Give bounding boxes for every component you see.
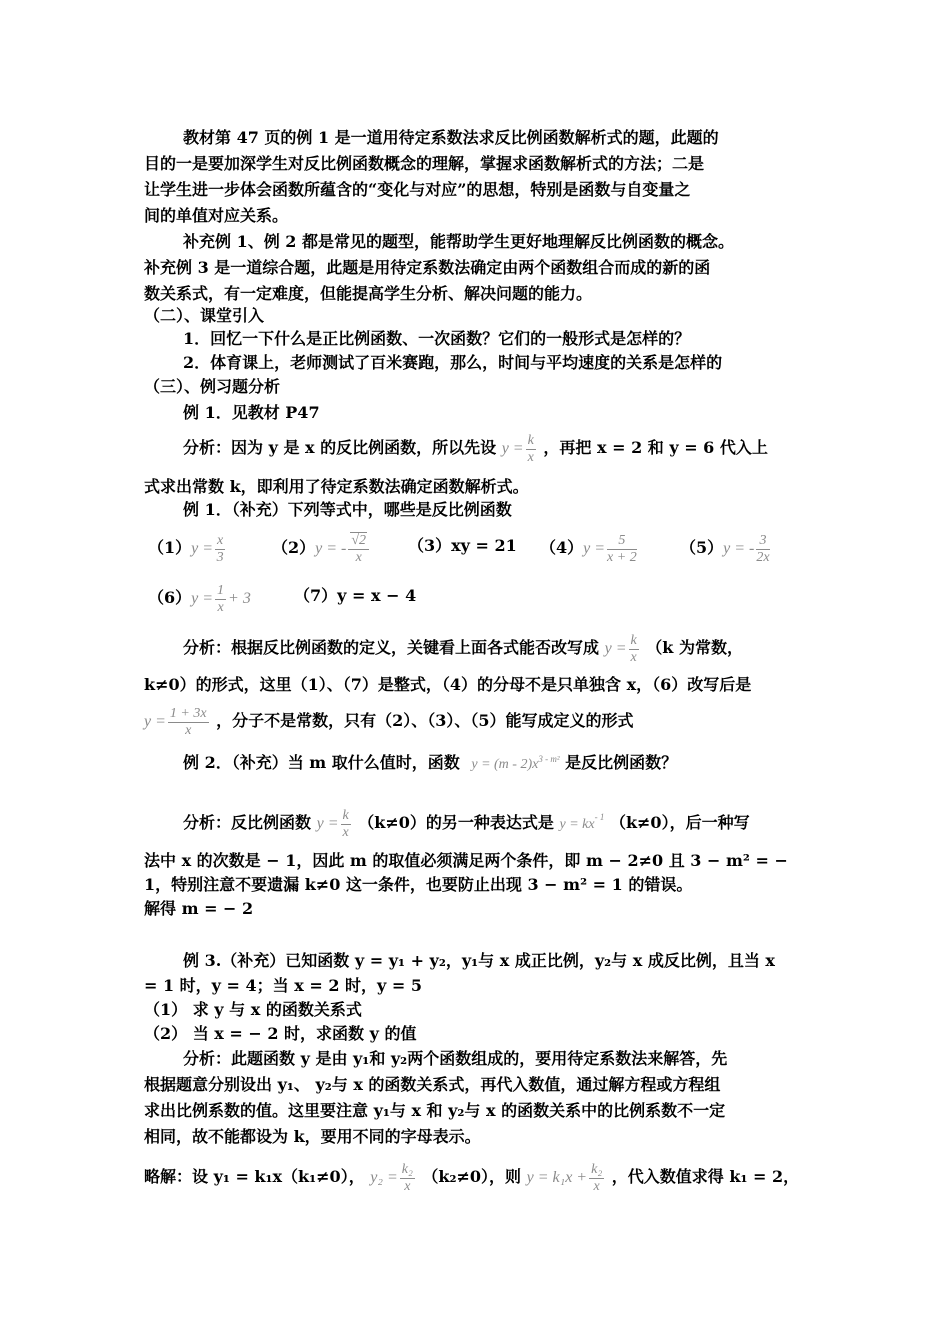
- section-heading-3: （三）、例习题分析: [144, 377, 281, 396]
- option-2: （2）y = - $\frac{√2}{x}$: [272, 533, 371, 566]
- intro-line-1: 教材第 47 页的例 1 是一道用待定系数法求反比例函数解析式的题，此题的: [183, 128, 719, 147]
- analysis-2-line-3: y = $\frac{1 + 3x}{x}$ ，分子不是常数，只有（2）、（3）、（5）能写成定义的形式: [144, 706, 634, 738]
- analysis-1-text-a: 分析：因为 y 是 x 的反比例函数，所以先设: [183, 438, 497, 458]
- option-5: （5）y = - $\frac{3}{2x}$: [680, 533, 770, 565]
- example-3-question-2: （2） 当 x = − 2 时，求函数 y 的值: [144, 1024, 417, 1043]
- analysis-1-text-b: ，再把 x = 2 和 y = 6 代入上: [543, 438, 768, 458]
- analysis-3-line-3: 1，特别注意不要遗漏 k≠0 这一条件，也要防止出现 3 − m² = 1 的错误。: [144, 875, 693, 894]
- solution-3-line: 略解：设 y₁ = k₁x（k₁≠0）， y₂ = $\frac{\text{k₂}}{x}$ （k₂≠0），则 y = k₁x + $\frac{\text{k₂}}{x}$ ，代入数值求得 k₁ = 2，: [144, 1162, 800, 1194]
- question-2: 2．体育课上，老师测试了百米赛跑，那么，时间与平均速度的关系是怎样的: [183, 353, 723, 372]
- example-3-line-1: 例 3.（补充）已知函数 y = y₁ + y₂，y₁与 x 成正比例，y₂与 x 成反比例，且当 x: [183, 951, 775, 970]
- analysis-4-line-1: 分析：此题函数 y 是由 y₁和 y₂两个函数组成的，要用待定系数法来解答，先: [183, 1049, 728, 1068]
- example-1-supplement-heading: 例 1．（补充）下列等式中，哪些是反比例函数: [183, 500, 512, 519]
- example-3-line-2: = 1 时，y = 4；当 x = 2 时，y = 5: [144, 976, 422, 995]
- analysis-4-line-3: 求出比例系数的值。这里要注意 y₁与 x 和 y₂与 x 的函数关系中的比例系数不一定: [144, 1101, 726, 1120]
- formula-y-total: y = k₁x + $\frac{\text{k₂}}{x}$: [526, 1162, 603, 1194]
- formula-y-k-over-x: y = $\frac{k}{x}$: [604, 633, 637, 665]
- supplement-line-2: 补充例 3 是一道综合题，此题是用待定系数法确定由两个函数组合而成的新的函: [144, 258, 711, 277]
- analysis-3-line-2: 法中 x 的次数是 − 1，因此 m 的取值必须满足两个条件，即 m − 2≠0 且 3 − m² = −: [144, 851, 788, 870]
- supplement-line-3: 数关系式，有一定难度，但能提高学生分析、解决问题的能力。: [144, 284, 593, 303]
- intro-line-2: 目的一是要加深学生对反比例函数概念的理解，掌握求函数解析式的方法；二是: [144, 154, 705, 173]
- option-6: （6）y = $\frac{1}{x}$ + 3: [148, 583, 251, 615]
- intro-line-4: 间的单值对应关系。: [144, 206, 289, 225]
- supplement-line-1: 补充例 1、例 2 都是常见的题型，能帮助学生更好地理解反比例函数的概念。: [183, 232, 734, 251]
- option-1: （1）y = $\frac{x}{3}$: [148, 533, 224, 565]
- formula-y-k-over-x: y = $\frac{k}{x}$: [501, 433, 534, 465]
- solution-2: 解得 m = − 2: [144, 899, 254, 918]
- formula-kx-inverse: $y = kx^{- 1}$: [559, 812, 605, 833]
- analysis-2-line-1: 分析：根据反比例函数的定义，关键看上面各式能否改写成 y = $\frac{k}{x}$ （k 为常数，: [183, 633, 743, 665]
- formula-y-k-over-x: y = $\frac{k}{x}$: [316, 808, 349, 840]
- analysis-4-line-4: 相同，故不能都设为 k，要用不同的字母表示。: [144, 1127, 481, 1146]
- analysis-3-line-1: 分析：反比例函数 y = $\frac{k}{x}$ （k≠0）的另一种表达式是 $y = kx^{- 1}$ （k≠0），后一种写: [183, 808, 750, 840]
- option-7: （7）y = x − 4: [294, 586, 417, 605]
- option-3: （3）xy = 21: [408, 536, 517, 555]
- section-heading-2: （二）、课堂引入: [144, 306, 265, 325]
- example-1-heading: 例 1．见教材 P47: [183, 403, 320, 422]
- example-3-question-1: （1） 求 y 与 x 的函数关系式: [144, 1000, 362, 1019]
- formula-ex2: $y = (m - 2)x^{3 - m^2}$: [471, 754, 560, 772]
- example-2-heading: 例 2．（补充）当 m 取什么值时，函数 $y = (m - 2)x^{3 - m^2}$ 是反比例函数？: [183, 753, 678, 772]
- question-1: 1．回忆一下什么是正比例函数、一次函数？它们的一般形式是怎样的？: [183, 329, 691, 348]
- analysis-1-line-1: [183, 433, 768, 466]
- analysis-1-line-2: 式求出常数 k，即利用了待定系数法确定函数解析式。: [144, 477, 529, 496]
- intro-line-3: 让学生进一步体会函数所蕴含的“变化与对应”的思想，特别是函数与自变量之: [144, 180, 691, 199]
- formula-1-plus-3x-over-x: y = $\frac{1 + 3x}{x}$: [144, 706, 207, 738]
- formula-y2: y₂ = $\frac{\text{k₂}}{x}$: [370, 1162, 413, 1194]
- analysis-2-line-2: k≠0）的形式，这里（1）、（7）是整式，（4）的分母不是只单独含 x，（6）改写后是: [144, 675, 752, 694]
- analysis-4-line-2: 根据题意分别设出 y₁、 y₂与 x 的函数关系式，再代入数值，通过解方程或方程组: [144, 1075, 721, 1094]
- option-4: （4）y = $\frac{5}{x + 2}$: [540, 533, 637, 565]
